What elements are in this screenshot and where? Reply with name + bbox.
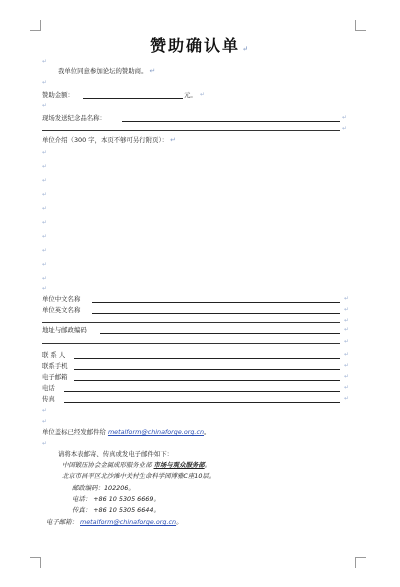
paragraph-mark: ↵ (344, 373, 350, 380)
fax-line[interactable] (64, 402, 340, 403)
paragraph-mark: ↵ (42, 233, 48, 240)
paragraph-mark: ↵ (42, 149, 48, 156)
document-title[interactable]: 赞助确认单 ↵ (150, 36, 250, 55)
paragraph-mark: ↵ (344, 326, 350, 333)
amount-unit[interactable]: 元。 (184, 91, 197, 99)
paragraph-mark: ↵ (42, 79, 48, 86)
paragraph-mark: ↵ (200, 91, 206, 98)
logo-sent-line[interactable]: 单位盖标已经发邮件给 metalform@chinaforge.org.cn。 (42, 428, 211, 436)
souvenir-label[interactable]: 现场发送纪念品名称： (42, 114, 106, 122)
margin-corner-bottom-right (355, 557, 366, 568)
contact-label[interactable]: 联 系 人 (42, 351, 66, 359)
paragraph-mark: ↵ (344, 351, 350, 358)
phone-label[interactable]: 电话 (42, 384, 55, 392)
en-name-label[interactable]: 单位英文名称 (42, 306, 81, 314)
email-bottom-link[interactable]: metalform@chinaforge.org.cn (80, 518, 177, 526)
mobile-label[interactable]: 联系手机 (42, 362, 68, 370)
org-line[interactable]: 中国锻压协会金属成形服务业部 市场与观众服务部。 (62, 461, 212, 469)
address-second-line[interactable] (42, 343, 340, 344)
paragraph-mark: ↵ (344, 395, 350, 402)
intro-text[interactable]: 我单位同意参加论坛的赞助商。 ↵ (58, 67, 156, 75)
souvenir-second-line[interactable] (42, 130, 340, 131)
paragraph-mark: ↵ (342, 125, 348, 132)
paragraph-mark: ↵ (344, 362, 350, 369)
org-department[interactable]: 市场与观众服务部 (153, 461, 205, 469)
paragraph-mark: ↵ (344, 306, 350, 313)
logo-sent-email-link[interactable]: metalform@chinaforge.org.cn (107, 428, 205, 436)
souvenir-blank-line[interactable] (122, 121, 340, 122)
paragraph-mark: ↵ (344, 384, 350, 391)
email-line[interactable] (74, 380, 340, 381)
paragraph-mark: ↵ (42, 275, 48, 282)
paragraph-mark: ↵ (42, 219, 48, 226)
mobile-line[interactable] (74, 369, 340, 370)
paragraph-mark: ↵ (42, 191, 48, 198)
tel-text[interactable]: 电话： +86 10 5305 6669。 (72, 495, 160, 503)
email-label[interactable]: 电子邮箱 (42, 373, 68, 381)
paragraph-mark: ↵ (342, 114, 348, 121)
cn-name-line[interactable] (92, 302, 340, 303)
paragraph-mark: ↵ (42, 440, 48, 447)
address-text[interactable]: 北京市昌平区北沙滩中关村生命科学园博雅C座10层。 (62, 472, 216, 480)
paragraph-mark: ↵ (42, 285, 48, 292)
margin-corner-bottom-left (30, 557, 41, 568)
postcode-text[interactable]: 邮政编码：102206。 (72, 484, 135, 492)
paragraph-mark: ↵ (42, 58, 48, 65)
paragraph-mark: ↵ (42, 163, 48, 170)
phone-line[interactable] (64, 391, 340, 392)
paragraph-mark: ↵ (344, 317, 350, 324)
margin-corner-top-right (355, 20, 366, 31)
amount-blank-line[interactable] (83, 98, 183, 99)
paragraph-mark: ↵ (42, 102, 48, 109)
return-instructions[interactable]: 请将本表邮寄、传真或发电子邮件如下： (58, 450, 174, 458)
amount-label[interactable]: 赞助金额： (42, 91, 74, 99)
paragraph-mark: ↵ (42, 418, 48, 425)
address-label[interactable]: 地址与邮政编码 (42, 326, 87, 334)
fax-label[interactable]: 传真 (42, 395, 55, 403)
paragraph-mark: ↵ (42, 177, 48, 184)
paragraph-mark: ↵ (42, 407, 48, 414)
paragraph-mark: ↵ (42, 247, 48, 254)
paragraph-mark: ↵ (42, 261, 48, 268)
paragraph-mark: ↵ (344, 338, 350, 345)
fax-text[interactable]: 传真： +86 10 5305 6644。 (72, 506, 160, 514)
address-line[interactable] (100, 333, 340, 334)
contact-line[interactable] (74, 358, 340, 359)
email-bottom-line[interactable]: 电子邮箱： metalform@chinaforge.org.cn。 (46, 518, 183, 526)
paragraph-mark: ↵ (344, 295, 350, 302)
paragraph-mark: ↵ (42, 205, 48, 212)
en-name-second-line[interactable] (42, 322, 340, 323)
profile-label[interactable]: 单位介绍（300 字，本页不够可另行附页）： ↵ (42, 136, 176, 144)
en-name-line[interactable] (92, 313, 340, 314)
margin-corner-top-left (30, 20, 41, 31)
cn-name-label[interactable]: 单位中文名称 (42, 295, 81, 303)
